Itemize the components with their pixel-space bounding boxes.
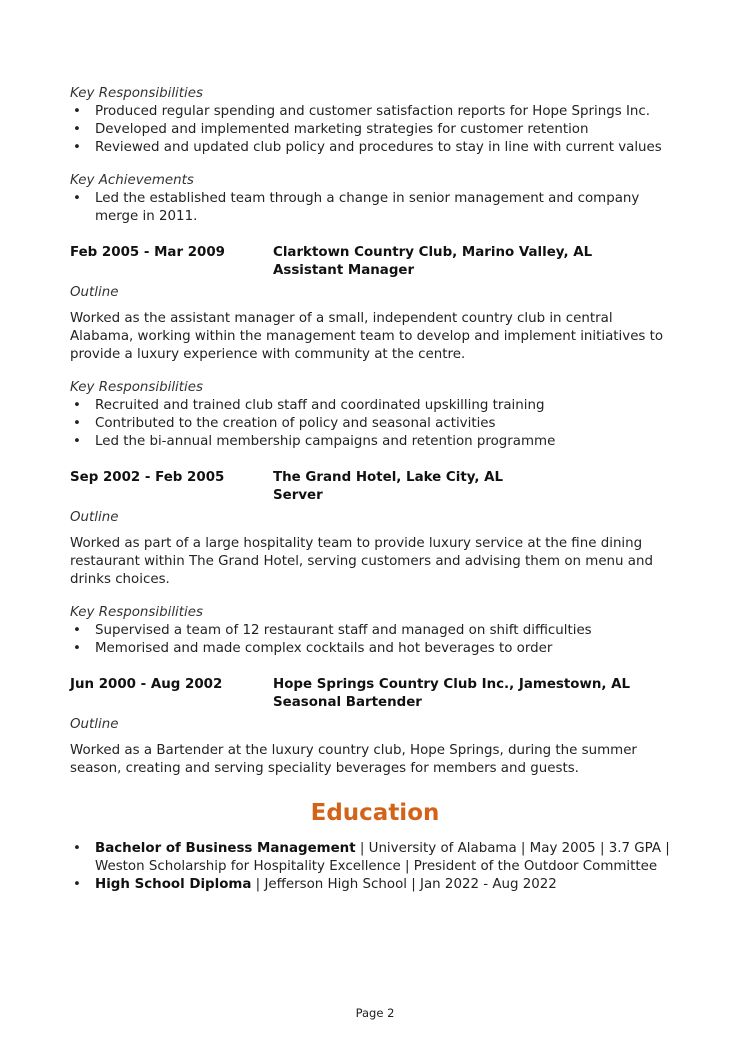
list-item: • Recruited and trained club staff and coordinated upskilling training xyxy=(70,397,680,415)
responsibilities-label: Key Responsibilities xyxy=(70,380,203,395)
education-qualification: Bachelor of Business Management xyxy=(95,841,356,856)
education-qualification: High School Diploma xyxy=(95,877,252,892)
job-header xyxy=(70,469,680,505)
achievements-list xyxy=(70,190,680,226)
job-info xyxy=(273,469,680,505)
job-dates: Feb 2005 - Mar 2009 xyxy=(70,245,225,260)
achievements-label: Key Achievements xyxy=(70,173,194,188)
job-dates: Jun 2000 - Aug 2002 xyxy=(70,677,223,692)
job-employer: The Grand Hotel, Lake City, AL xyxy=(273,470,504,485)
job-header xyxy=(70,676,680,712)
education-details: | Jefferson High School | Jan 2022 - Aug 2022 xyxy=(251,877,557,892)
list-item: • Produced regular spending and customer satisfaction reports for Hope Springs Inc. xyxy=(70,103,680,121)
education-heading: Education xyxy=(310,800,440,826)
outline-label: Outline xyxy=(70,717,119,732)
outline-label: Outline xyxy=(70,285,119,300)
job-dates: Sep 2002 - Feb 2005 xyxy=(70,470,225,485)
responsibilities-label: Key Responsibilities xyxy=(70,605,203,620)
job-employer: Hope Springs Country Club Inc., Jamestown, AL xyxy=(273,677,631,692)
list-item: • Memorised and made complex cocktails and hot beverages to order xyxy=(70,640,680,658)
list-item: • Led the bi-annual membership campaigns and retention programme xyxy=(70,433,680,451)
responsibilities-list xyxy=(70,397,680,451)
job-role: Seasonal Bartender xyxy=(273,695,422,710)
education-item xyxy=(70,876,680,894)
education-item xyxy=(70,840,680,876)
education-list xyxy=(70,840,680,894)
list-item: • Led the established team through a change in senior management and company merge in 2011. xyxy=(70,190,680,226)
job-outline: Worked as part of a large hospitality team to provide luxury service at the fine dining restaurant within The Grand Hotel, serving customers and advising them on menu and drinks choices. xyxy=(70,536,653,587)
list-item: • Developed and implemented marketing strategies for customer retention xyxy=(70,121,680,139)
list-item: • Reviewed and updated club policy and procedures to stay in line with current values xyxy=(70,139,680,157)
job-header xyxy=(70,244,680,280)
page-number: Page 2 xyxy=(355,1006,395,1020)
list-item: • Supervised a team of 12 restaurant staff and managed on shift difficulties xyxy=(70,622,680,640)
job-role: Assistant Manager xyxy=(273,263,415,278)
responsibilities-label: Key Responsibilities xyxy=(70,86,203,101)
job-info xyxy=(273,676,680,712)
responsibilities-list xyxy=(70,103,680,157)
responsibilities-list xyxy=(70,622,680,658)
education-details: | University of Alabama | May 2005 | 3.7 GPA | Weston Scholarship for Hospitality Excellence | President of the Outdoor Committee xyxy=(95,841,670,874)
outline-label: Outline xyxy=(70,510,119,525)
list-item: • Contributed to the creation of policy and seasonal activities xyxy=(70,415,680,433)
job-info xyxy=(273,244,680,280)
job-role: Server xyxy=(273,488,323,503)
resume-page-2 xyxy=(70,85,680,894)
job-outline: Worked as a Bartender at the luxury country club, Hope Springs, during the summer season, creating and serving speciality beverages for members and guests. xyxy=(70,743,637,776)
job-outline: Worked as the assistant manager of a small, independent country club in central Alabama, working within the management team to develop and implement initiatives to provide a luxury experience with community at the centre. xyxy=(70,311,664,362)
job-employer: Clarktown Country Club, Marino Valley, AL xyxy=(273,245,593,260)
